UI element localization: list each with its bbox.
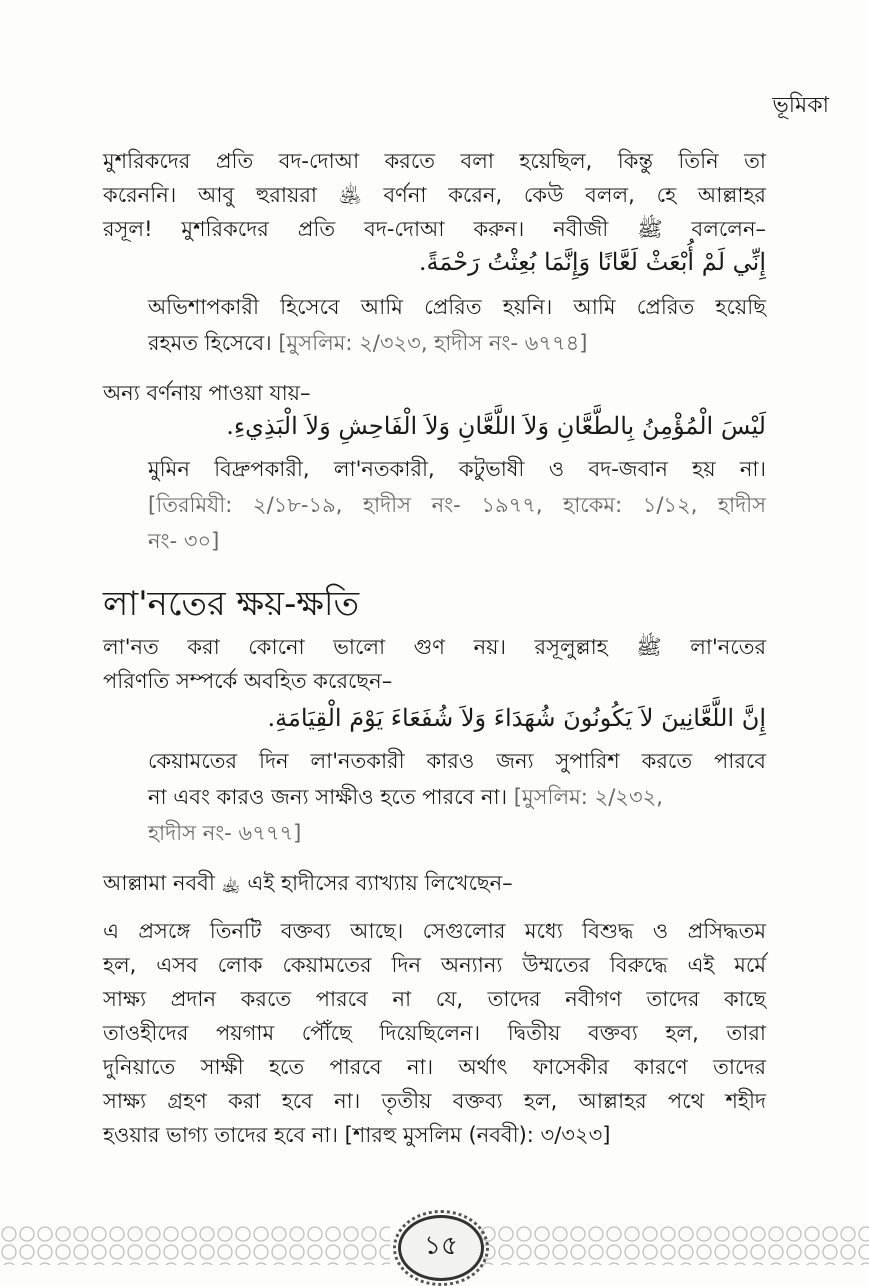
body-line: দুনিয়াতে সাক্ষী হতে পারবে না। অর্থাৎ ফাসেকীর কারণে তাদের: [103, 1055, 766, 1079]
translation-line: কেয়ামতের দিন লা'নতকারী কারও জন্য সুপারিশ করতে পারবে: [148, 749, 766, 773]
body-line: এ প্রসঙ্গে তিনটি বক্তব্য আছে। সেগুলোর মধ্যে বিশুদ্ধ ও প্রসিদ্ধতম: [103, 919, 766, 943]
body-line: হল, এসব লোক কেয়ামতের দিন অন্যান্য উম্মতের বিরুদ্ধে এই মর্মে: [103, 953, 766, 977]
body-line: লা'নত করা কোনো ভালো গুণ নয়। রসূলুল্লাহ ﷺ লা'নতের: [103, 635, 766, 659]
ornament-band-left: [0, 1225, 390, 1265]
page-footer: [0, 1213, 869, 1277]
body-line: মুশরিকদের প্রতি বদ-দোআ করতে বলা হয়েছিল, কিন্তু তিনি তা: [103, 149, 766, 173]
arabic-hadith: إِنِّي لَمْ أُبْعَثْ لَعَّانًا وَإِنَّمَا بُعِثْتُ رَحْمَةً.: [418, 248, 766, 276]
running-header: ভূমিকা: [772, 93, 829, 118]
body-line: করেননি। আবু হুরায়রা ﵁ বর্ণনা করেন, কেউ বলল, হে আল্লাহর: [103, 183, 766, 207]
body-line: সাক্ষ্য প্রদান করতে পারবে না যে, তাদের নবীগণ তাদের কাছে: [103, 987, 766, 1011]
ornament-band-right: [479, 1225, 869, 1265]
body-line: রসূল! মুশরিকদের প্রতি বদ-দোআ করুন। নবীজী ﷺ বললেন–: [103, 217, 766, 241]
translation-line: মুমিন বিদ্রুপকারী, লা'নতকারী, কটুভাষী ও বদ-জবান হয় না।: [148, 457, 766, 481]
arabic-hadith: إِنَّ اللَّعَّانِينَ لاَ يَكُونُونَ شُهَدَاءَ وَلاَ شُفَعَاءَ يَوْمَ الْقِيَامَةِ.: [267, 704, 766, 732]
citation: [মুসলিম: ২/২৩২,: [507, 785, 663, 809]
body-line: হওয়ার ভাগ্য তাদের হবে না। [শারহু মুসলিম (নববী): ৩/৩২৩]: [103, 1123, 611, 1147]
citation: [মুসলিম: ২/৩২৩, হাদীস নং- ৬৭৭৪]: [271, 331, 588, 355]
citation: [তিরমিযী: ২/১৮-১৯, হাদীস নং- ১৯৭৭, হাকেম: ১/১২, হাদীস: [148, 493, 766, 517]
arabic-hadith: لَيْسَ الْمُؤْمِنُ بِالطَّعَّانِ وَلاَ اللَّعَّانِ وَلاَ الْفَاحِشِ وَلاَ الْبَذِيءِ.: [226, 412, 766, 440]
translation-text: না এবং কারও জন্য সাক্ষীও হতে পারবে না।: [148, 785, 508, 809]
translation-line: [148, 782, 766, 812]
body-line: আল্লামা নববী ﵀ এই হাদীসের ব্যাখ্যায় লিখেছেন–: [103, 871, 513, 895]
body-line: সাক্ষ্য গ্রহণ করা হবে না। তৃতীয় বক্তব্য হল, আল্লাহর পথে শহীদ: [103, 1089, 766, 1113]
body-line: তাওহীদের পয়গাম পৌঁছে দিয়েছিলেন। দ্বিতীয় বক্তব্য হল, তারা: [103, 1021, 766, 1045]
translation-text: রহমত হিসেবে।: [148, 331, 272, 355]
translation-line: অভিশাপকারী হিসেবে আমি প্রেরিত হয়নি। আমি প্রেরিত হয়েছি: [148, 295, 766, 319]
body-line: অন্য বর্ণনায় পাওয়া যায়–: [103, 381, 311, 405]
body-line: পরিণতি সম্পর্কে অবহিত করেছেন–: [103, 669, 393, 693]
citation: হাদীস নং- ৬৭৭৭]: [148, 821, 302, 845]
page-number: ১৫: [398, 1215, 484, 1281]
translation-line: [148, 328, 766, 358]
section-heading: লা'নতের ক্ষয়-ক্ষতি: [103, 584, 360, 624]
citation: নং- ৩০]: [148, 529, 220, 553]
